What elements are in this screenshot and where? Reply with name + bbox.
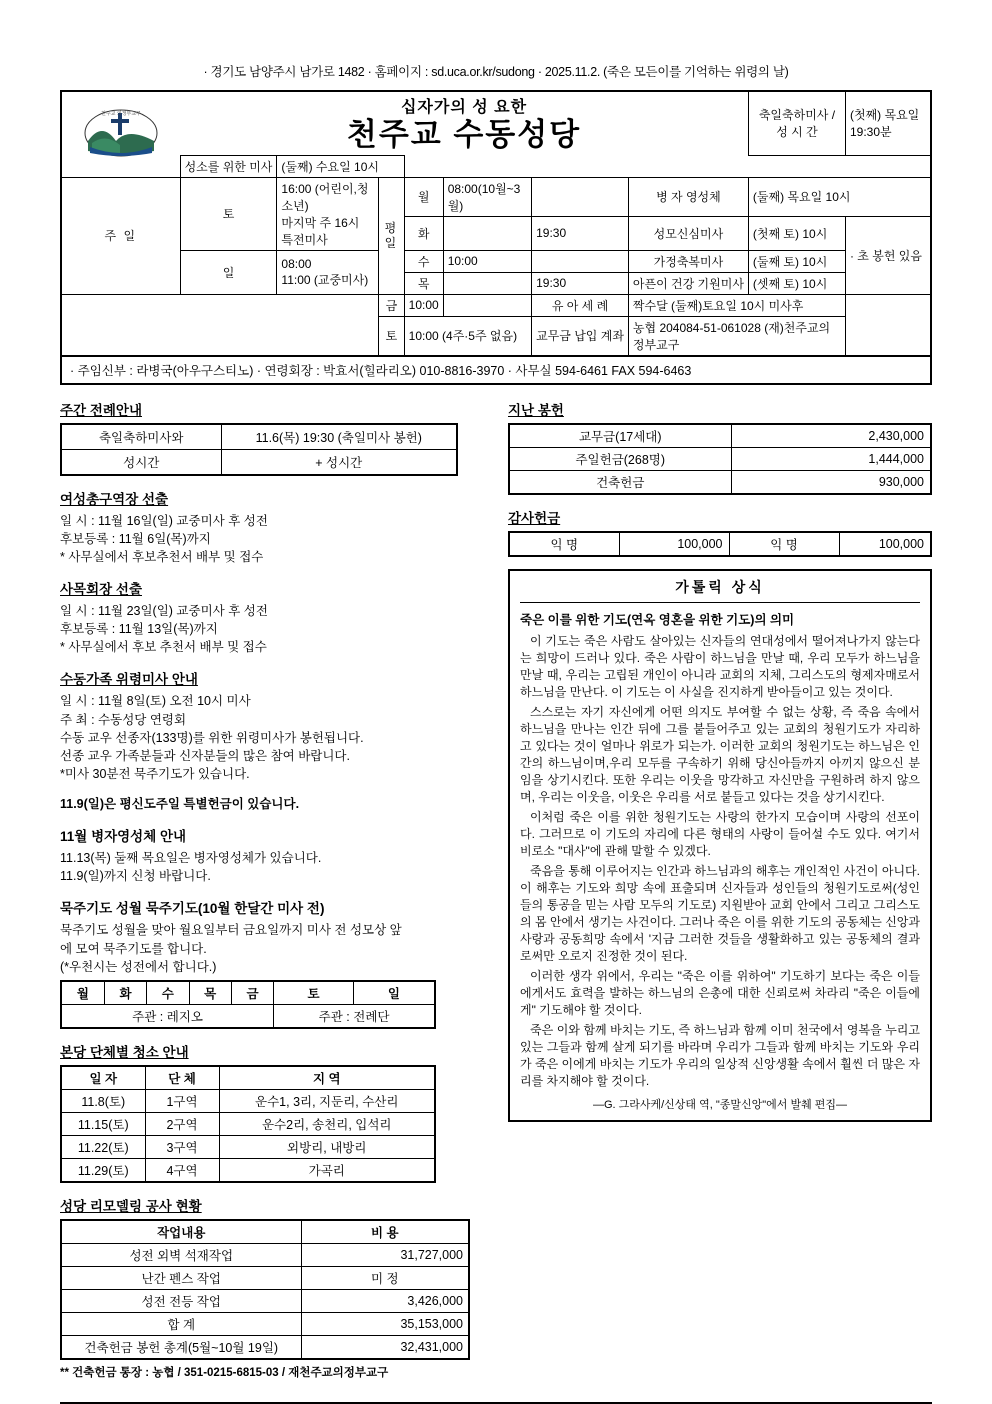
remodel-cost-1: 31,727,000 — [301, 1243, 469, 1266]
donation-label-3: 건축헌금 — [509, 470, 731, 494]
row-value-marian: (첫째 토) 10시 — [748, 216, 845, 250]
weekly-cell-label2: 성시간 — [61, 449, 221, 475]
row-value-account: 농협 204084-51-061028 (재)천주교의정부교구 — [628, 316, 845, 356]
table-row — [61, 1335, 469, 1359]
cleaning-date-3: 11.22(토) — [61, 1135, 145, 1158]
donation-value-3: 930,000 — [731, 470, 931, 494]
rosary-line-1: 묵주기도 성월을 맞아 월요일부터 금요일까지 미사 전 성모상 앞 — [60, 923, 402, 938]
remodeling-account-note: ** 건축헌금 통장 : 농협 / 351-0215-6815-03 / 재천주교의정부교구 — [60, 1366, 389, 1379]
row-value-health: (셋째 토) 10시 — [748, 272, 845, 294]
left-column — [60, 399, 490, 1392]
laity-sunday-text: 11.9(일)은 평신도주일 특별헌금이 있습니다. — [60, 797, 300, 812]
womens-head-line-1: 일 시 : 11월 16일(일) 교중미사 후 성전 — [60, 513, 268, 528]
catholic-knowledge-title: 가톨릭 상식 — [520, 577, 920, 603]
rosary-title: 묵주기도 성월 묵주기도(10월 한달간 미사 전) — [60, 901, 325, 917]
saturday-label: 토 — [180, 177, 277, 250]
table-header-row — [61, 1066, 435, 1090]
cleaning-header-area: 지 역 — [219, 1066, 435, 1090]
cleaning-group-4: 4구역 — [145, 1158, 219, 1182]
cleaning-block — [60, 1041, 490, 1183]
weekday-thu-time2: 19:30 — [532, 272, 629, 294]
parish-subtitle: 십자가의 성 요한 — [400, 99, 528, 116]
thanks-amount-2: 100,000 — [839, 532, 931, 556]
row-value-vocation: (둘째) 수요일 10시 — [277, 155, 404, 177]
cleaning-table — [60, 1065, 436, 1183]
donation-label-2: 주일헌금(268명) — [509, 447, 731, 470]
remodeling-block — [60, 1195, 490, 1380]
row-label-baptism: 유 아 세 례 — [532, 294, 629, 316]
catholic-paragraph-6: 죽은 이와 함께 바치는 기도, 즉 하느님과 함께 이미 천국에서 영복을 누리고 있는 그들과 함께 살게 되기를 바라며 우리가 그들과 함께 바치는 기도와 우리가 죽은 이에게 바치는 기도가 우리의 일상적 신앙생활 속에서 훨씬 더 많은 자리를 차지해야 할 것이다. — [520, 1023, 920, 1089]
sick-communion-block — [60, 825, 490, 885]
row-label-family: 가정축복미사 — [628, 250, 748, 272]
cleaning-date-2: 11.15(토) — [61, 1112, 145, 1135]
rosary-host-weekend: 주관 : 전례단 — [274, 1004, 435, 1028]
table-row — [61, 1004, 435, 1028]
rosary-day-mon: 월 — [61, 981, 104, 1005]
sick-communion-line-1: 11.13(목) 둘째 목요일은 병자영성체가 있습니다. — [60, 851, 322, 866]
catholic-paragraph-1: 이 기도는 죽은 사람도 살아있는 신자들의 연대성에서 떨어져나가지 않는다는 희망이 드러나 있다. 죽은 사람이 하느님을 만날 때, 우리 모두가 하느님을 만날 때, 우리는 고립된 개인이 아니라 교회의 지체, 그리스도의 형제자매로서 하느님을 만난다. 이 기도는 이 사실을 진지하게 받아들이고 있는 것이다. — [520, 633, 920, 699]
weekday-thu-time1 — [443, 272, 531, 294]
laity-sunday-notice — [60, 795, 490, 813]
pastoral-chair-line-3: * 사무실에서 후보 추천서 배부 및 접수 — [60, 640, 267, 655]
rosary-day-sat: 토 — [274, 981, 354, 1005]
rosary-day-fri: 금 — [231, 981, 273, 1005]
row-label-vocation: 성소를 위한 미사 — [180, 155, 277, 177]
remodeling-table — [60, 1219, 470, 1360]
row-value-sick: (둘째) 목요일 10시 — [748, 177, 931, 216]
sick-communion-line-2: 11.9(일)까지 신청 바랍니다. — [60, 869, 211, 884]
catholic-paragraph-5: 이러한 생각 위에서, 우리는 "죽은 이를 위하여" 기도하기 보다는 죽은 이들에게서도 효력을 발하는 하느님의 은총에 대한 신뢰로써 차라리 "죽은 이들에게" 기도해야 할 것이다. — [520, 969, 920, 1018]
donation-value-1: 2,430,000 — [731, 424, 931, 448]
row-label-feast: 축일축하미사 / 성 시 간 — [748, 91, 845, 155]
cleaning-group-1: 1구역 — [145, 1089, 219, 1112]
pastoral-chair-line-1: 일 시 : 11월 23일(일) 교중미사 후 성전 — [60, 604, 268, 619]
remodel-cost-2: 미 정 — [301, 1266, 469, 1289]
table-row — [61, 981, 435, 1005]
memorial-mass-block — [60, 668, 490, 783]
contact-line: · 주임신부 : 라병국(아우구스티노) · 연령회장 : 박효서(힐라리오) 010-8816-3970 · 사무실 594-6461 FAX 594-6463 — [60, 357, 932, 385]
weekday-tue-time1 — [443, 216, 531, 250]
saturday-mass-times: 16:00 (어린이,청소년) 마지막 주 16시 특전미사 — [277, 177, 379, 250]
weekday-wed-time2 — [532, 250, 629, 272]
memorial-mass-title: 수동가족 위령미사 안내 — [60, 672, 198, 688]
donation-label-1: 교무금(17세대) — [509, 424, 731, 448]
remodeling-title: 성당 리모델링 공사 현황 — [60, 1198, 202, 1214]
row-value-baptism: 짝수달 (둘째)토요일 10시 미사후 — [628, 294, 845, 316]
rosary-line-2: 에 모여 묵주기도를 합니다. — [60, 941, 207, 956]
right-column — [508, 399, 932, 1392]
rosary-day-tue: 화 — [104, 981, 146, 1005]
catholic-paragraph-2: 스스로는 자기 자신에게 어떤 의지도 부여할 수 없는 상황, 즉 죽음 속에서 하느님을 만나는 인간 뒤에 그를 붙들어주고 있는 교회의 청원기도가 자리하고 있다는 것이 얼마나 위로가 되는가. 이러한 교회의 청원기도는 하느님은 인간의 하느님이며,우리 모두를 구속하기 위해 당신아들까지 아끼지 않으신 분임을 상기시킨다. 또한 우리는 이웃을 망각하고 자신만을 구원하려 하지 않으며, 우리는 이웃을, 이웃은 우리를 서로 붙들고 있다는 것을 상기시킨다. — [520, 704, 920, 804]
womens-head-line-2: 후보등록 : 11월 6일(목)까지 — [60, 531, 211, 546]
cleaning-area-4: 가곡리 — [219, 1158, 435, 1182]
rosary-day-thu: 목 — [189, 981, 231, 1005]
table-header-row — [61, 1220, 469, 1244]
rosary-host-weekday: 주관 : 레지오 — [61, 1004, 274, 1028]
weekday-mon-time2 — [532, 177, 629, 216]
cleaning-date-1: 11.8(토) — [61, 1089, 145, 1112]
row-label-account: 교무금 납입 계좌 — [532, 316, 629, 356]
donation-table — [508, 423, 932, 495]
last-donation-block — [508, 399, 932, 495]
rosary-week-table — [60, 980, 436, 1029]
cleaning-header-group: 단 체 — [145, 1066, 219, 1090]
weekday-wed: 수 — [404, 250, 443, 272]
weekly-cell-value2: + 성시간 — [221, 449, 457, 475]
weekday-fri-time2 — [443, 294, 531, 316]
thanks-name-1: 익 명 — [509, 532, 619, 556]
weekly-cell-label1: 축일축하미사와 — [61, 424, 221, 450]
rosary-block — [60, 897, 490, 1028]
remodel-item-4: 합 계 — [61, 1312, 301, 1335]
weekday-fri-time1: 10:00 — [404, 294, 443, 316]
memorial-mass-line-5: *미사 30분전 묵주기도가 있습니다. — [60, 766, 250, 781]
table-row — [61, 449, 457, 475]
weekday-tue-time2: 19:30 — [532, 216, 629, 250]
row-value-family: (둘째 토) 10시 — [748, 250, 845, 272]
catholic-knowledge-box — [508, 569, 932, 1123]
womens-head-line-3: * 사무실에서 후보추천서 배부 및 접수 — [60, 549, 264, 564]
row-label-health: 아픈이 건강 기원미사 — [628, 272, 748, 294]
weekly-liturgy-title: 주간 전례안내 — [60, 402, 142, 418]
table-row — [61, 1243, 469, 1266]
catholic-paragraph-4: 죽음을 통해 이루어지는 인간과 하느님과의 해후는 개인적인 사건이 아니다. 이 해후는 기도와 희망 속에 표출되며 신자들과 성인들의 청원기도로써(성인들의 통공을 믿는 사람 모두의 기도로) 지원받아 교회 안에서 그리고 그리스도의 몸 안에서 생기는 사건이다. 그러나 죽은 이를 위한 기도의 공동체는 신앙과 사랑과 공동희망 속에서 '지금 그러한 것들을 생활화하고 있는 공동체의 결과로써만 오로지 진정한 것이 된다. — [520, 864, 920, 964]
remodel-item-3: 성전 전등 작업 — [61, 1289, 301, 1312]
sunday-label: 주 일 — [61, 177, 180, 294]
row-label-marian: 성모신심미사 — [628, 216, 748, 250]
memorial-mass-line-3: 수동 교우 선종자(133명)를 위한 위령미사가 봉헌됩니다. — [60, 730, 364, 745]
weekday-mon: 월 — [404, 177, 443, 216]
table-row — [61, 1089, 435, 1112]
sick-communion-title: 11월 병자영성체 안내 — [60, 829, 187, 845]
remodel-cost-4: 35,153,000 — [301, 1312, 469, 1335]
table-row — [509, 424, 931, 448]
thanks-table — [508, 531, 932, 557]
rosary-day-sun: 일 — [353, 981, 435, 1005]
sunday-mass-times: 08:00 11:00 (교중미사) — [277, 250, 379, 294]
table-row — [509, 447, 931, 470]
table-row — [61, 1266, 469, 1289]
weekday-label: 평 일 — [379, 177, 404, 294]
cleaning-date-4: 11.29(토) — [61, 1158, 145, 1182]
thanks-amount-1: 100,000 — [619, 532, 729, 556]
memorial-mass-line-1: 일 시 : 11월 8일(토) 오전 10시 미사 — [60, 694, 251, 709]
catholic-paragraph-3: 이처럼 죽은 이를 위한 청원기도는 사랑의 한가지 모습이며 사랑의 선포이다. 그러므로 이 기도의 자리에 다른 형태의 사랑이 들어설 수도 있다. 여기서 비로소 "대사"에 관해 말할 수 있겠다. — [520, 809, 920, 859]
rosary-line-3: (*우천시는 성전에서 합니다.) — [60, 959, 217, 974]
last-donation-title: 지난 봉헌 — [508, 402, 564, 418]
remodel-cost-5: 32,431,000 — [301, 1335, 469, 1359]
weekday-wed-time1: 10:00 — [443, 250, 531, 272]
row-label-sick: 병 자 영성체 — [628, 177, 748, 216]
memorial-mass-line-4: 선종 교우 가족분들과 신자분들의 많은 참여 바랍니다. — [60, 748, 350, 763]
table-row — [509, 470, 931, 494]
thanks-offering-title: 감사헌금 — [508, 510, 561, 526]
masthead-table — [60, 90, 932, 357]
svg-text:천주교 의정부교구: 천주교 의정부교구 — [100, 110, 141, 117]
table-row — [61, 424, 457, 450]
remodel-item-5: 건축헌금 봉헌 총계(5월~10월 19일) — [61, 1335, 301, 1359]
sunday-label-cell: 일 — [180, 250, 277, 294]
cleaning-area-2: 운수2리, 송천리, 입석리 — [219, 1112, 435, 1135]
rosary-day-wed: 수 — [147, 981, 189, 1005]
parish-title — [180, 91, 748, 155]
table-row — [61, 1158, 435, 1182]
cleaning-area-3: 외방리, 내방리 — [219, 1135, 435, 1158]
womens-head-election-block — [60, 488, 490, 566]
cleaning-group-2: 2구역 — [145, 1112, 219, 1135]
remodel-item-2: 난간 펜스 작업 — [61, 1266, 301, 1289]
weekly-liturgy-block — [60, 399, 490, 476]
address-line: · 경기도 남양주시 남가로 1482 · 홈페이지 : sd.uca.or.kr/sudong · 2025.11.2. (죽은 모든이를 기억하는 위령의 날) — [203, 65, 789, 79]
weekday-mon-time1: 08:00(10월~3월) — [443, 177, 531, 216]
weekday-tue: 화 — [404, 216, 443, 250]
pastoral-chair-line-2: 후보등록 : 11월 13일(목)까지 — [60, 622, 218, 637]
weekly-cell-value1: 11.6(목) 19:30 (축일미사 봉헌) — [221, 424, 457, 450]
table-row — [61, 1112, 435, 1135]
weekday-fri: 금 — [379, 294, 404, 316]
weekday-sat-time1: 10:00 (4주·5주 없음) — [404, 316, 531, 356]
remodel-item-1: 성전 외벽 석재작업 — [61, 1243, 301, 1266]
parish-name: 천주교 수동성당 — [346, 117, 582, 152]
pastoral-chair-title: 사목회장 선출 — [60, 582, 142, 598]
cleaning-header-date: 일 자 — [61, 1066, 145, 1090]
table-row — [509, 532, 931, 556]
catholic-knowledge-subtitle: 죽은 이를 위한 기도(연옥 영혼을 위한 기도)의 의미 — [520, 612, 795, 627]
womens-head-election-title: 여성총구역장 선출 — [60, 491, 169, 507]
content-columns — [60, 399, 932, 1392]
weekly-liturgy-table — [60, 423, 458, 476]
table-row — [61, 1312, 469, 1335]
donation-value-2: 1,444,000 — [731, 447, 931, 470]
thanks-offering-block — [508, 507, 932, 557]
candle-note: · 초 봉헌 있음 — [845, 216, 931, 294]
remodel-header-cost: 비 용 — [301, 1220, 469, 1244]
cleaning-title: 본당 단체별 청소 안내 — [60, 1044, 189, 1060]
thanks-name-2: 익 명 — [729, 532, 839, 556]
pastoral-chair-election-block — [60, 578, 490, 656]
weekday-thu: 목 — [404, 272, 443, 294]
remodel-header-item: 작업내용 — [61, 1220, 301, 1244]
cleaning-area-1: 운수1, 3리, 지둔리, 수산리 — [219, 1089, 435, 1112]
weekday-sat: 토 — [379, 316, 404, 356]
catholic-knowledge-source: —G. 그라사케/신상태 역, "종말신앙"에서 발췌 편집— — [592, 1099, 848, 1112]
remodel-cost-3: 3,426,000 — [301, 1289, 469, 1312]
memorial-mass-line-2: 주 최 : 수동성당 연령회 — [60, 712, 187, 727]
table-row — [61, 1135, 435, 1158]
cleaning-group-3: 3구역 — [145, 1135, 219, 1158]
table-row — [61, 1289, 469, 1312]
row-value-feast: (첫째) 목요일 19:30분 — [845, 91, 931, 155]
parish-logo — [61, 91, 180, 177]
